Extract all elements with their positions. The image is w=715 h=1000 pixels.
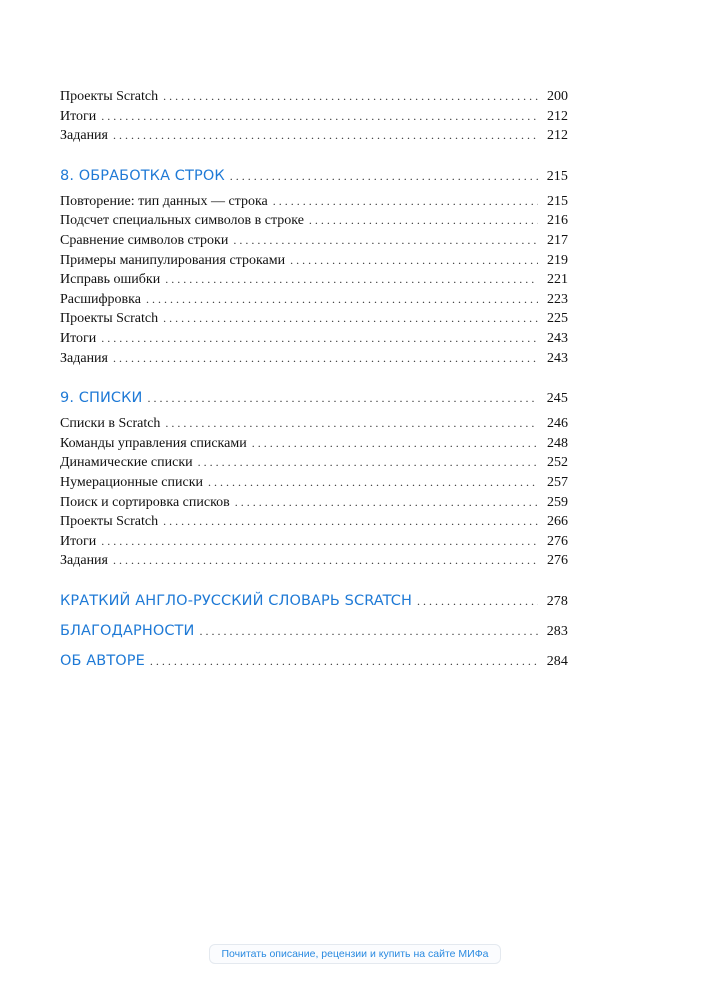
chapter-9-heading[interactable] [60,386,568,410]
appendix-title: КРАТКИЙ АНГЛО-РУССКИЙ СЛОВАРЬ SCRATCH [60,592,413,609]
toc-entry-page: 246 [547,416,568,432]
chapter-8-heading[interactable] [60,164,568,188]
chapter-title: 9. СПИСКИ [60,390,143,407]
toc-entry[interactable] [60,532,568,552]
toc-entry-label: Нумерационные списки [60,474,204,490]
toc-entry[interactable] [60,192,568,212]
toc-entry-page: 223 [547,291,568,307]
leader-dots [163,87,538,107]
leader-dots [113,126,538,146]
toc-entry[interactable] [60,270,568,290]
leader-dots [163,309,538,329]
chapter-page: 245 [546,391,568,407]
leader-dots [146,290,538,310]
toc-entry-page: 248 [547,435,568,451]
toc-entry-label: Итоги [60,330,97,346]
leader-dots [199,619,538,643]
leader-dots [163,512,538,532]
leader-dots [101,329,538,349]
toc-entry-page: 257 [547,474,568,490]
publisher-site-link[interactable]: Почитать описание, рецензии и купить на сайте МИФа [209,944,501,964]
toc-entry[interactable] [60,329,568,349]
leader-dots [101,107,538,127]
toc-entry-page: 217 [547,232,568,248]
toc-entry-page: 276 [547,553,568,569]
toc-entry-page: 216 [547,213,568,229]
toc-entry-label: Расшифровка [60,291,141,307]
toc-entry-page: 276 [547,533,568,549]
leader-dots [417,589,538,613]
toc-entry-page: 243 [547,330,568,346]
toc-entry-label: Поиск и сортировка списков [60,494,230,510]
toc-entry-label: Задания [60,128,108,144]
toc-entry[interactable] [60,551,568,571]
appendix-acknowledgements-heading[interactable] [60,619,568,643]
toc-entry[interactable] [60,231,568,251]
leader-dots [309,211,538,231]
toc-entry-label: Проекты Scratch [60,89,159,104]
leader-dots [273,192,538,212]
leader-dots [165,270,538,290]
toc-entry[interactable] [60,512,568,532]
toc-entry-label: Итоги [60,533,97,549]
appendix-page: 278 [546,593,568,609]
appendix-page: 283 [546,623,568,639]
leader-dots [147,386,538,410]
appendix-title: БЛАГОДАРНОСТИ [60,622,195,639]
appendix-about-author-heading[interactable] [60,649,568,673]
toc-entry-label: Подсчет специальных символов в строке [60,213,304,229]
appendix-dictionary-heading[interactable] [60,589,568,613]
leader-dots [150,649,538,673]
toc-entry-page: 252 [547,455,568,471]
toc-entry-page: 219 [547,252,568,268]
leader-dots [198,453,538,473]
toc-entry-label: Проекты Scratch [60,514,159,530]
chapter-page: 215 [546,168,568,184]
toc-entry-label: Итоги [60,108,97,124]
toc-entry-page: 266 [547,514,568,530]
toc-entry[interactable] [60,473,568,493]
toc-entry[interactable] [60,87,568,107]
toc-entry[interactable] [60,434,568,454]
toc-entry-label: Списки в Scratch [60,416,161,432]
toc-entry[interactable] [60,251,568,271]
toc-entry-page: 221 [547,272,568,288]
leader-dots [165,414,538,434]
leader-dots [113,349,538,369]
toc-entry-label: Примеры манипулирования строками [60,252,286,268]
toc-entry[interactable] [60,414,568,434]
toc-entry-page: 212 [547,108,568,124]
leader-dots [252,434,538,454]
toc-entry-label: Проекты Scratch [60,311,159,327]
toc-entry[interactable] [60,211,568,231]
toc-entry-page: 200 [547,89,568,104]
toc-entry-label: Исправь ошибки [60,272,161,288]
toc-entry-label: Задания [60,553,108,569]
toc-entry-label: Динамические списки [60,455,193,471]
leader-dots [290,251,538,271]
toc-entry-label: Сравнение символов строки [60,232,229,248]
toc-entry[interactable] [60,309,568,329]
leader-dots [235,493,538,513]
appendix-title: ОБ АВТОРЕ [60,652,145,669]
toc-entry-page: 215 [547,193,568,209]
toc-entry-page: 243 [547,350,568,366]
toc-entry[interactable] [60,453,568,473]
toc-entry-page: 259 [547,494,568,510]
leader-dots [101,532,538,552]
leader-dots [208,473,538,493]
leader-dots [233,231,538,251]
appendix-page: 284 [546,653,568,669]
leader-dots [113,551,538,571]
toc-entry[interactable] [60,349,568,369]
table-of-contents [60,87,568,673]
toc-entry-label: Повторение: тип данных — строка [60,193,268,209]
toc-entry[interactable] [60,493,568,513]
toc-entry[interactable] [60,290,568,310]
leader-dots [230,164,538,188]
toc-entry-page: 225 [547,311,568,327]
toc-entry-label: Задания [60,350,108,366]
toc-entry-page: 212 [547,128,568,144]
toc-entry[interactable] [60,107,568,127]
toc-entry-label: Команды управления списками [60,435,247,451]
chapter-title: 8. ОБРАБОТКА СТРОК [60,167,225,184]
toc-entry[interactable] [60,126,568,146]
